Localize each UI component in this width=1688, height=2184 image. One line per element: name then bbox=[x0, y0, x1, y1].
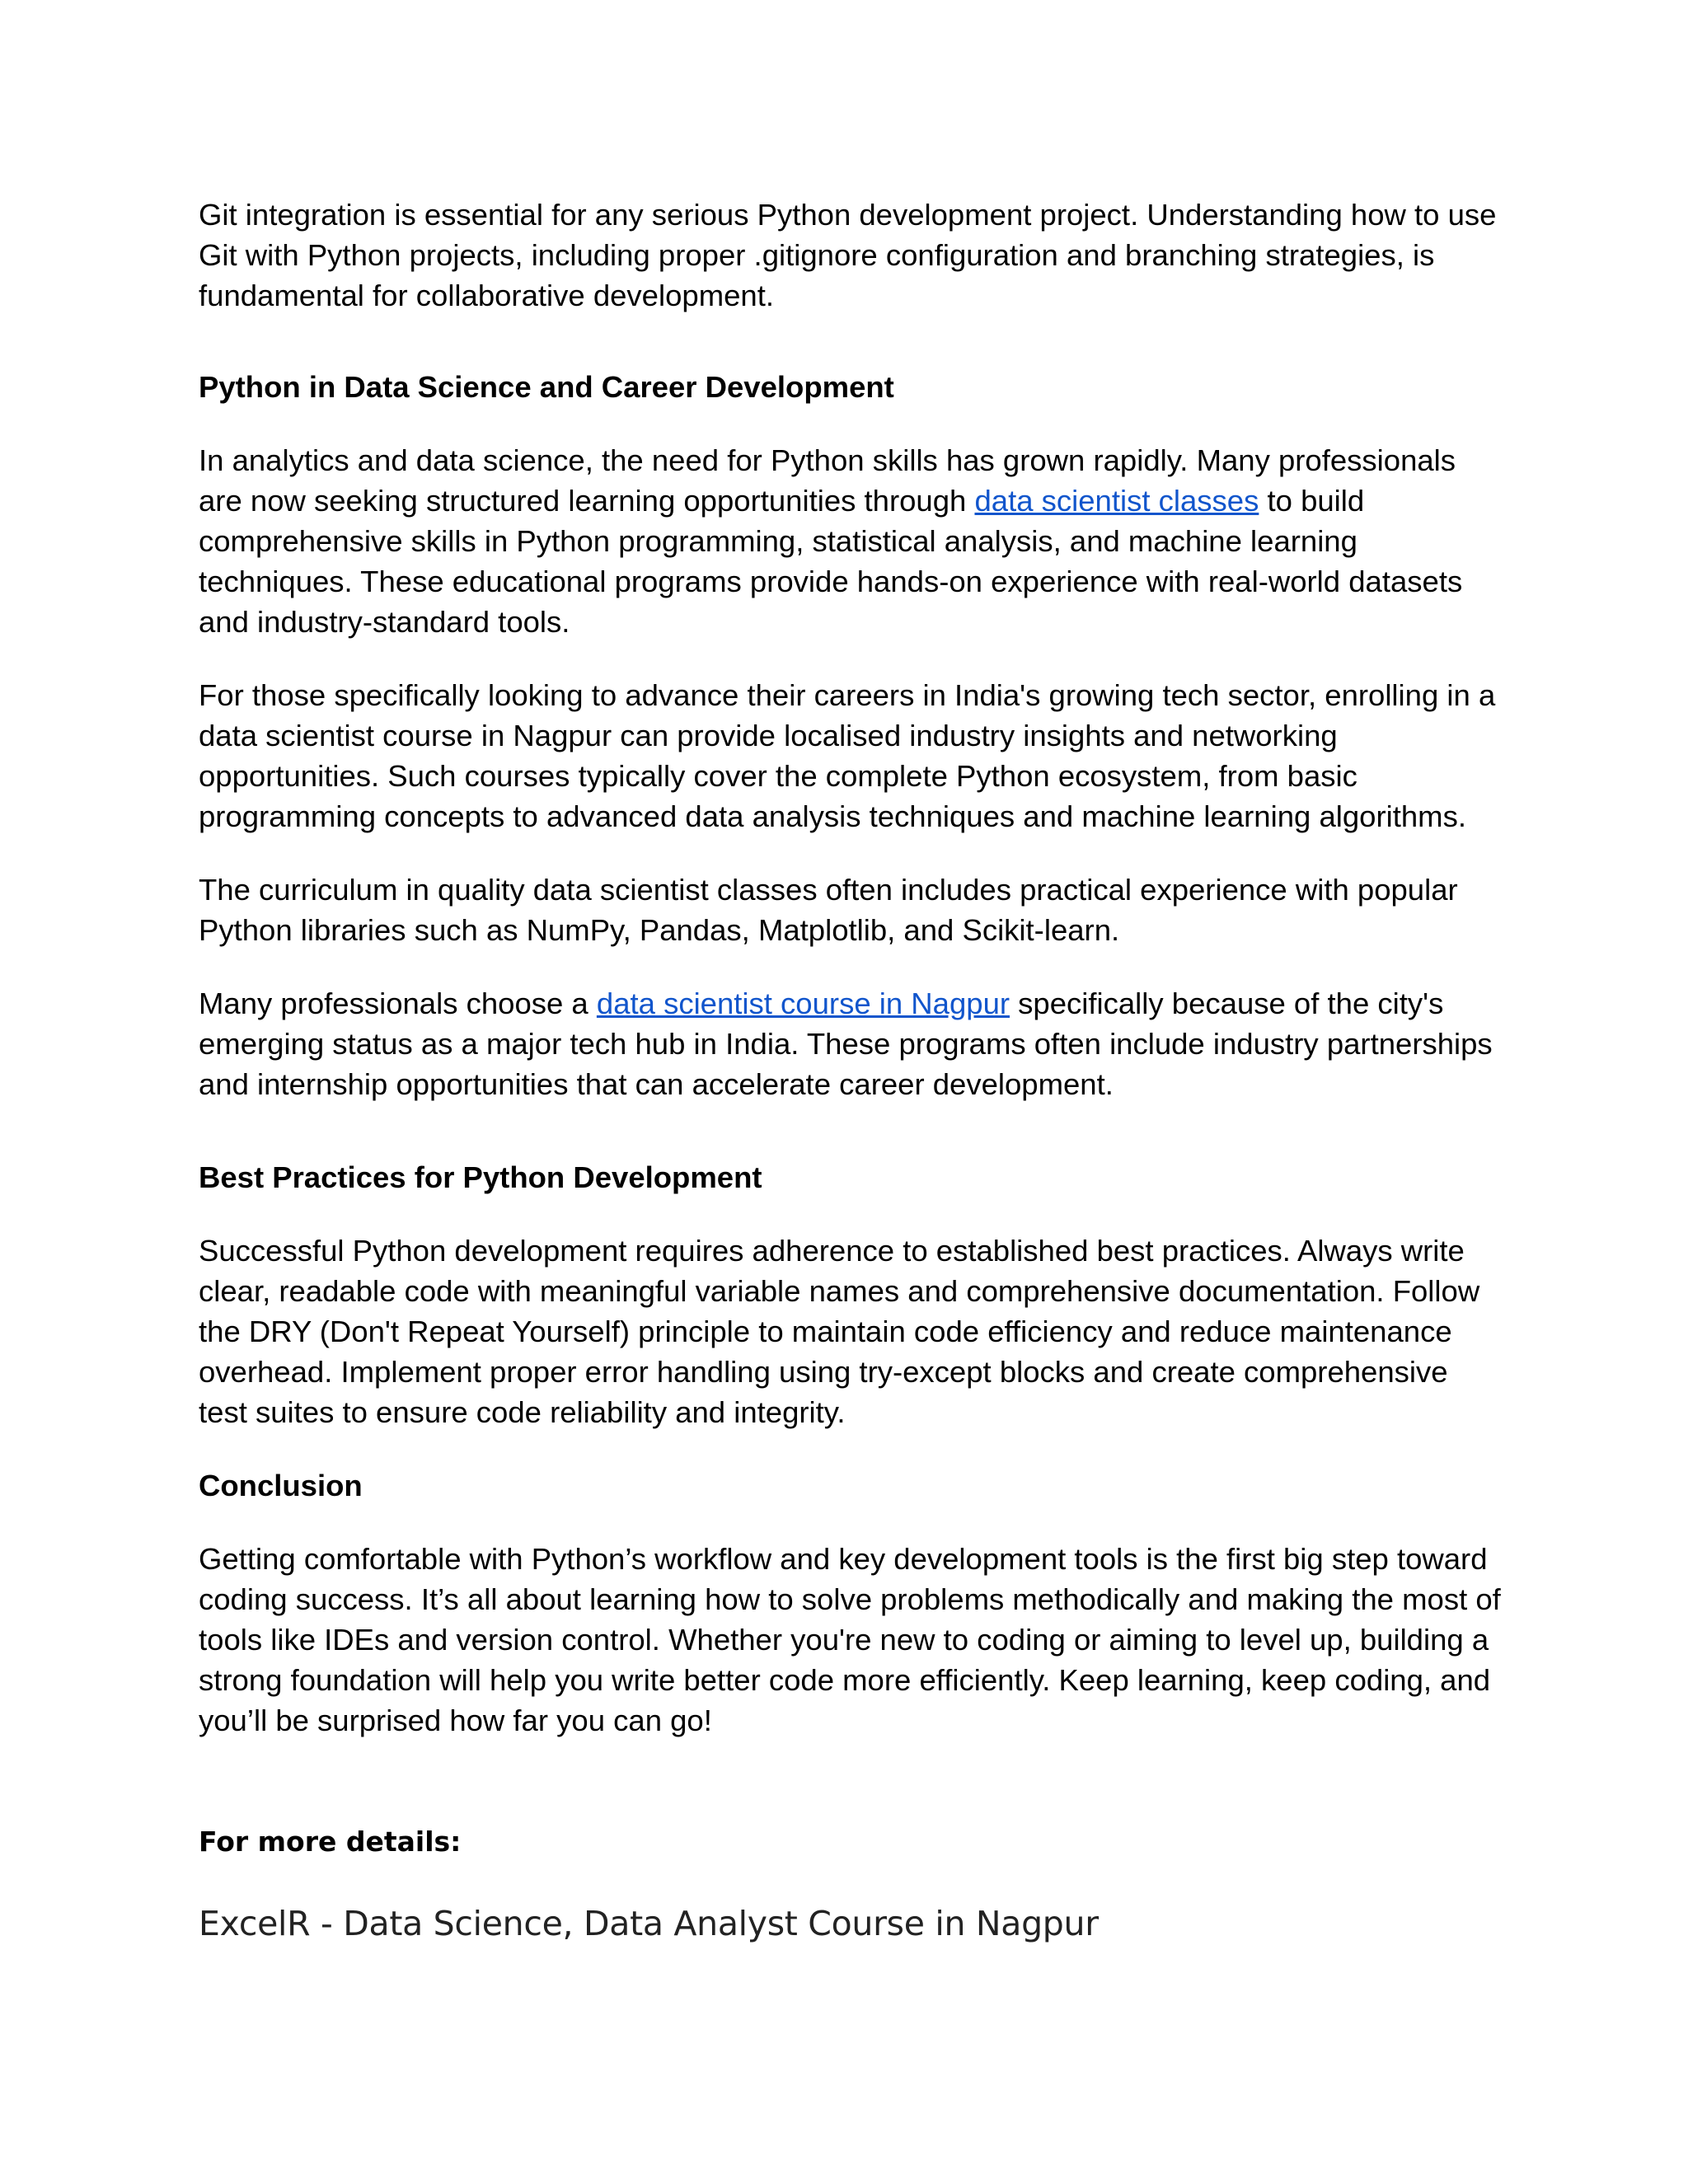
best-practices-paragraph: Successful Python development requires adherence to established best practices. Always write clear, readable code with meaningful variable names and comprehensive documentation. Follow the DRY (Don't Repeat Yourself) principle to maintain code efficiency and reduce maintenance overhead. Implement proper error handling using try-except blocks and create comprehensive test suites to ensure code reliability and integrity. bbox=[199, 1234, 1480, 1429]
career-paragraph-1-text-a: In analytics and data science, the need for Python skills has grown rapidly. Many professionals are now seeking structured learning opportunities through bbox=[199, 443, 1456, 518]
data-scientist-classes-link[interactable]: data scientist classes bbox=[974, 484, 1259, 518]
career-paragraph-3: The curriculum in quality data scientist classes often includes practical experience with popular Python libraries such as NumPy, Pandas, Matplotlib, and Scikit-learn. bbox=[199, 873, 1458, 947]
business-name: ExcelR - Data Science, Data Analyst Course in Nagpur bbox=[199, 1904, 1099, 1943]
conclusion-paragraph: Getting comfortable with Python’s workflow and key development tools is the first big step toward coding success. It’s all about learning how to solve problems methodically and making the most of tools like IDEs and version control. Whether you're new to coding or aiming to level up, building a strong foundation will help you write better code more efficiently. Keep learning, keep coding, and you’ll be surprised how far you can go! bbox=[199, 1542, 1501, 1737]
career-paragraph-2: For those specifically looking to advance their careers in India's growing tech sector, enrolling in a data scientist course in Nagpur can provide localised industry insights and networking opportunities. Such courses typically cover the complete Python ecosystem, from basic programming concepts to advanced data analysis techniques and machine learning algorithms. bbox=[199, 678, 1496, 833]
career-paragraph-4 bbox=[199, 983, 1501, 1104]
conclusion-heading: Conclusion bbox=[199, 1469, 363, 1502]
career-paragraph-1 bbox=[199, 440, 1501, 642]
career-paragraph-1-text-b: to build comprehensive skills in Python programming, statistical analysis, and machine learning techniques. These educational programs provide hands-on experience with real-world datasets and industry-standard tools. bbox=[199, 484, 1463, 639]
career-paragraph-4-text-b: specifically because of the city's emerging status as a major tech hub in India. These programs often include industry partnerships and internship opportunities that can accelerate career development. bbox=[199, 987, 1493, 1101]
data-scientist-course-nagpur-link[interactable]: data scientist course in Nagpur bbox=[596, 987, 1010, 1020]
career-paragraph-4-text-a: Many professionals choose a bbox=[199, 987, 597, 1020]
document-page bbox=[199, 194, 1501, 1947]
git-integration-paragraph: Git integration is essential for any serious Python development project. Understanding how to use Git with Python projects, including proper .gitignore configuration and branching strategies, is fundamental for collaborative development. bbox=[199, 198, 1497, 312]
career-section-heading: Python in Data Science and Career Development bbox=[199, 370, 894, 404]
best-practices-heading: Best Practices for Python Development bbox=[199, 1160, 762, 1194]
more-details-label: For more details: bbox=[199, 1825, 462, 1858]
